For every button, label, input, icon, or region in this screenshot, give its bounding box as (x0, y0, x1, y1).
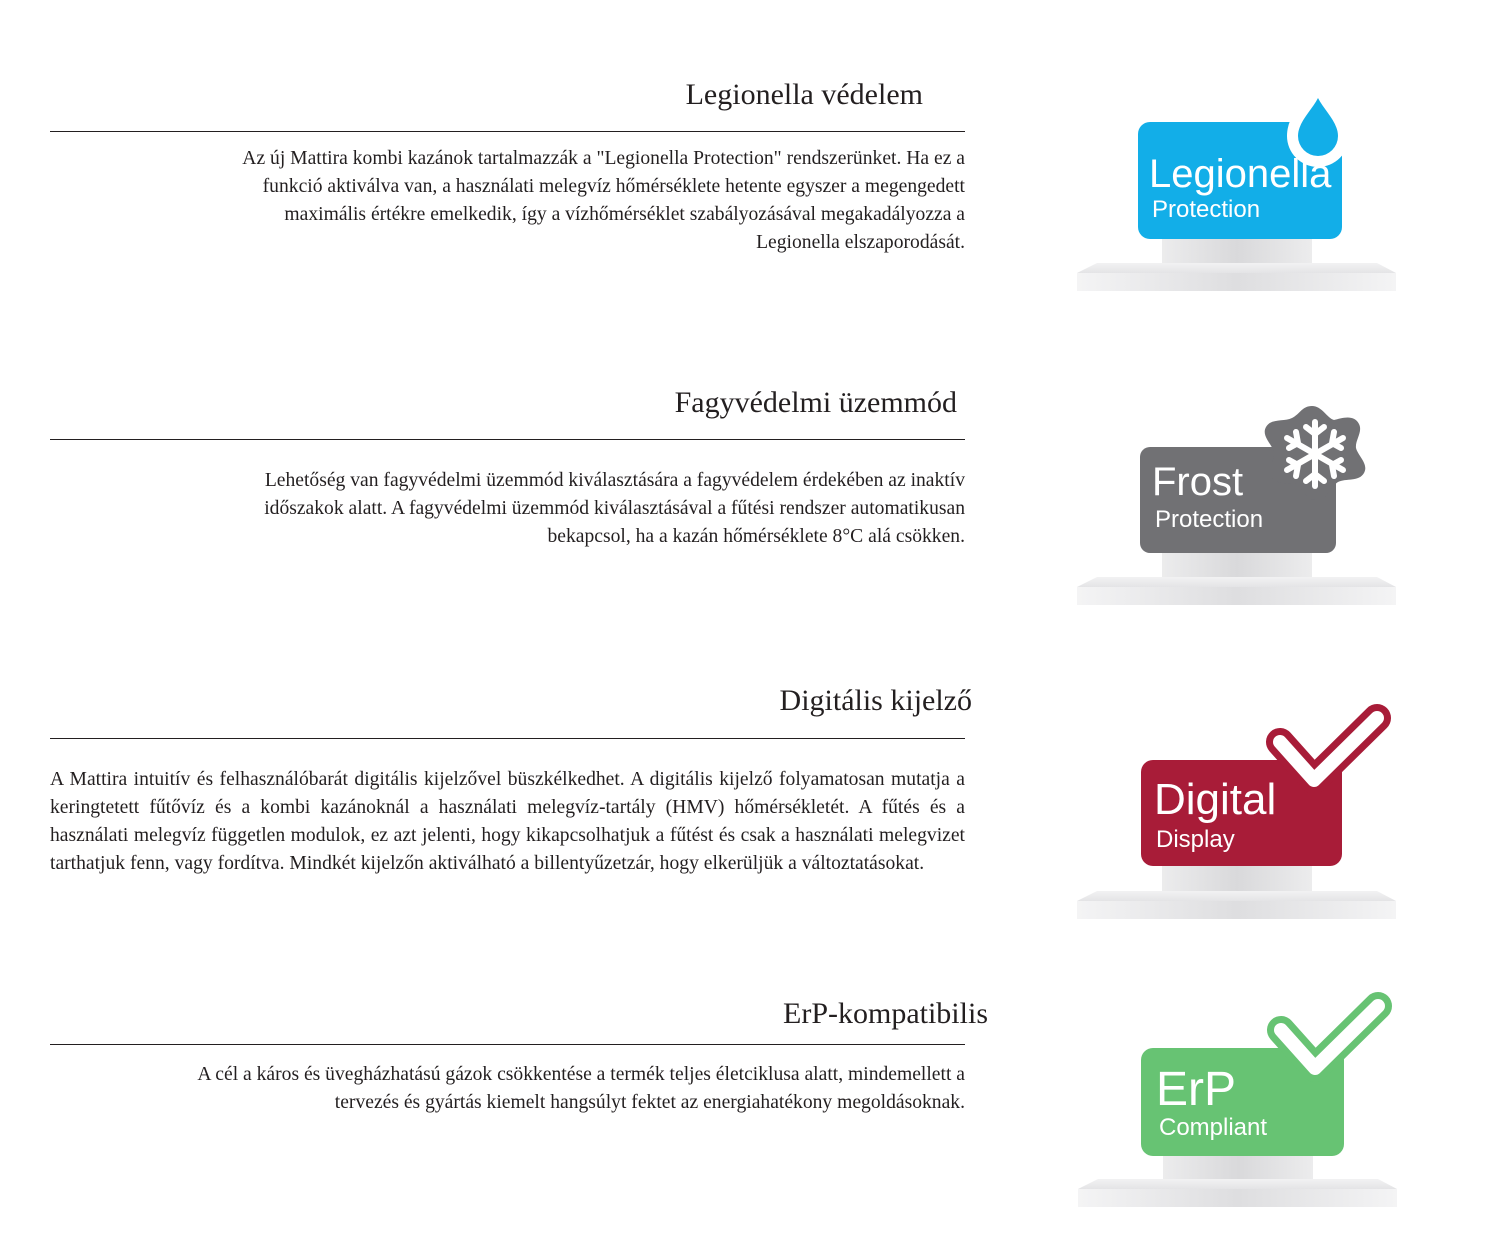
description-line: Legionella elszaporodását. (756, 232, 965, 253)
legionella-protection-badge (1072, 70, 1402, 310)
description-line: Lehetőség van fagyvédelmi üzemmód kiválasztására a fagyvédelem érdekében az inaktív (264, 470, 965, 491)
feature-title: Digitális kijelző (779, 684, 972, 717)
pedestal (1072, 384, 1402, 624)
description-line: időszakok alatt. A fagyvédelmi üzemmód kiválasztásával a fűtési rendszer automatikusan (264, 498, 965, 519)
badge-subtitle: Protection (1152, 196, 1261, 223)
pedestal (1073, 986, 1403, 1226)
feature-title: ErP-kompatibilis (783, 997, 988, 1030)
description-line: tervezés és gyártás kiemelt hangsúlyt fektet az energiahatékony megoldásoknak. (334, 1092, 965, 1113)
frost-protection-badge (1072, 384, 1402, 624)
feature-title: Legionella védelem (685, 78, 923, 111)
section-divider (50, 738, 965, 739)
description-line: bekapcsol, ha a kazán hőmérséklete 8°C alá csökken. (547, 526, 965, 547)
badge-subtitle: Protection (1155, 506, 1264, 533)
description-line: A cél a káros és üvegházhatású gázok csökkentése a termék teljes életciklusa alatt, mindemellett a (197, 1064, 965, 1085)
badge-subtitle: Compliant (1159, 1114, 1268, 1141)
badge-word: ErP (1156, 1063, 1237, 1116)
description-line: funkció aktiválva van, a használati melegvíz hőmérséklete hetente egyszer a megengedett (262, 176, 965, 197)
description-line: Az új Mattira kombi kazánok tartalmazzák a "Legionella Protection" rendszerünket. Ha ez a (242, 148, 965, 169)
description-line: maximális értékre emelkedik, így a vízhőmérséklet szabályozásával megakadályozza a (284, 204, 965, 225)
badge-word: Digital (1154, 775, 1277, 824)
checkmark-icon (1280, 718, 1377, 780)
feature-description (242, 145, 965, 257)
badge-subtitle: Display (1156, 826, 1235, 853)
erp-compliant-badge (1073, 986, 1403, 1226)
section-divider (50, 439, 965, 440)
section-divider (50, 131, 965, 132)
feature-description: A Mattira intuitív és felhasználóbarát digitális kijelzővel büszkélkedhet. A digitális kijelző folyamatosan mutatja a keringtetett fűtővíz és a kombi kazánoknál a használati melegvíz-tartály (HMV) hőmérsékletét. A fűtés és a használati melegvíz független modulok, ez azt jelenti, hogy kikapcsolhatjuk a fűtést és csak a használati melegvizet tarthatjuk fenn, vagy fordítva. Mindkét kijelzőn aktiválható a billentyűzetzár, hogy elkerüljük a változtatásokat. (50, 769, 965, 874)
badge-word: Frost (1152, 460, 1244, 504)
badge-word: Legionella (1149, 152, 1332, 196)
feature-title: Fagyvédelmi üzemmód (674, 386, 957, 419)
checkmark-icon (1281, 1006, 1378, 1068)
feature-description (264, 467, 965, 551)
section-divider (50, 1044, 965, 1045)
feature-description (197, 1061, 965, 1117)
digital-display-badge (1072, 698, 1402, 938)
